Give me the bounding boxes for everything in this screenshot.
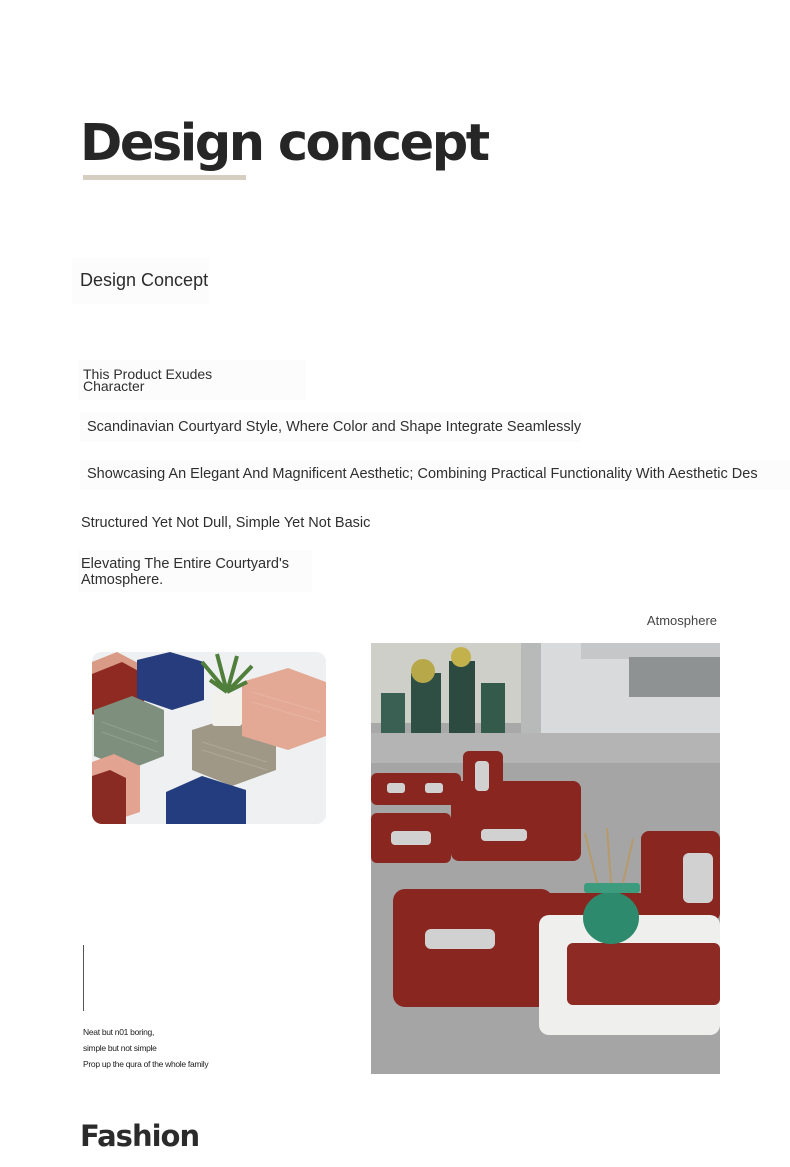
concept-line-4 <box>78 550 312 592</box>
tagline-line-3: Prop up the qura of the whole family <box>83 1059 209 1069</box>
concept-line-4a: Elevating The Entire Courtyard's <box>81 556 290 572</box>
exudes-line-2: Character <box>83 378 145 394</box>
concept-line-1: Scandinavian Courtyard Style, Where Color and Shape Integrate Seamlessly <box>80 412 581 442</box>
exudes-line-1: This Product Exudes <box>83 366 213 382</box>
tagline-line-1: Neat but n01 boring, <box>83 1027 155 1037</box>
concept-line-3: Structured Yet Not Dull, Simple Yet Not Basic <box>81 515 371 531</box>
section-label: Design Concept <box>72 258 209 304</box>
concept-line-4b: Atmosphere. <box>81 572 164 588</box>
concept-line-2: Showcasing An Elegant And Magnificent Aesthetic; Combining Practical Functionality With Aesthetic Des <box>80 460 790 490</box>
section-title-fashion: Fashion <box>80 1119 200 1153</box>
tagline-line-2: simple but not simple <box>83 1043 157 1053</box>
tile-red-bottom <box>92 770 126 824</box>
product-tiles-image <box>92 652 326 824</box>
title-underline <box>83 175 246 180</box>
atmosphere-caption: Atmosphere <box>646 613 717 628</box>
courtyard-scene-image <box>371 643 720 1074</box>
tile-navy-top <box>137 652 204 710</box>
divider-line <box>83 945 84 1011</box>
tile-salmon-right <box>242 668 326 750</box>
exudes-text <box>78 360 306 400</box>
page-title: Design concept <box>80 114 488 173</box>
